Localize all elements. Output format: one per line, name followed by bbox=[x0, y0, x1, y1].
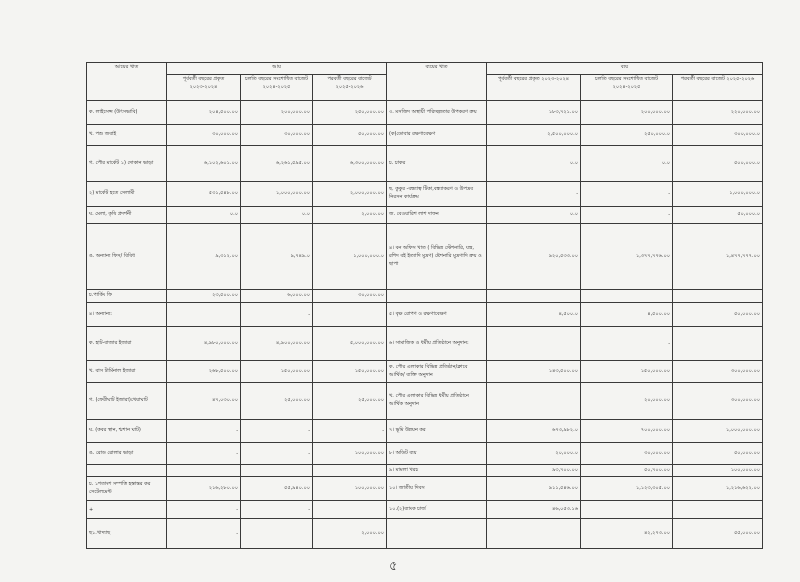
income-item: গ. (ফেরীঘাট ইজারা)খেয়াঘাট bbox=[87, 383, 167, 420]
income-current-revised: ৬,০০০.০০ bbox=[241, 290, 313, 303]
expense-item: ৮। অডিট ব্যয় bbox=[387, 443, 487, 465]
income-item: গ. পৌর মার্কেট ১) দোকান ভাড়া bbox=[87, 146, 167, 182]
income-current-revised: ১৫০,০০০.০০ bbox=[241, 361, 313, 383]
expense-prev-actual: ৬৭৩,৯৮২.০ bbox=[487, 420, 581, 443]
income-next-budget: ২৫০,০০০.০০ bbox=[313, 101, 387, 125]
income-col-prev-actual: পূর্ববর্তী বছরের প্রকৃত ২০২৩-২০২৪ bbox=[167, 75, 241, 101]
table-row bbox=[87, 501, 763, 519]
expense-current-revised: ১,৩৭৭,৭৭৬.০০ bbox=[581, 224, 673, 290]
income-prev-actual: ৪৭,০৩০.০০ bbox=[167, 383, 241, 420]
expense-current-revised: - bbox=[581, 182, 673, 207]
income-next-budget: ৩০,০০০.০০ bbox=[313, 290, 387, 303]
expense-item: ৪। বন অফিস খাত ( বিভিন্ন স্টেশনারি, যন্ত্র, রশিদ বই ইত্যাদি মুদ্রণ) ষ্টেশনারি মুদ্রণাদি ক্রয় ও ছাপা bbox=[387, 224, 487, 290]
income-item: ঙ. অন্যান্য ফিস/ বিবিধ bbox=[87, 224, 167, 290]
expense-item: ক. পৌর এলাকার বিভিন্ন প্রতিষ্ঠান/ক্লাবে আর্থিক/ ব্যক্তি অনুদান bbox=[387, 361, 487, 383]
income-prev-actual: - bbox=[167, 501, 241, 519]
table-row bbox=[87, 303, 763, 327]
expense-next-budget: ১০০,০০০.০০ bbox=[673, 465, 763, 477]
income-current-revised bbox=[241, 519, 313, 549]
income-current-revised: ৪,৯০০,০০০.০০ bbox=[241, 327, 313, 361]
expense-item: জ. বেওয়ারিশ লাশ দাফন bbox=[387, 207, 487, 224]
expense-prev-actual bbox=[487, 327, 581, 361]
expense-prev-actual: ৪৬,০৫৩.১৬ bbox=[487, 501, 581, 519]
expense-item bbox=[387, 519, 487, 549]
expense-next-budget bbox=[673, 501, 763, 519]
income-head: আয়ের খাত bbox=[87, 63, 167, 101]
expense-item: চ. চাকর bbox=[387, 146, 487, 182]
income-next-budget: ২,০০০.০০ bbox=[313, 519, 387, 549]
expense-next-budget: ১,২১৬,৬২২.০০ bbox=[673, 477, 763, 501]
income-prev-actual bbox=[167, 465, 241, 477]
table-row bbox=[87, 361, 763, 383]
income-next-budget bbox=[313, 501, 387, 519]
income-current-revised: - bbox=[241, 303, 313, 327]
page-mark: ৫ bbox=[389, 559, 398, 574]
expense-head: ব্যয়ের খাত bbox=[387, 63, 487, 101]
expense-next-budget: ৫০,০০০.০০ bbox=[673, 303, 763, 327]
expense-prev-actual: ০.০ bbox=[487, 207, 581, 224]
expense-current-revised: ৪২,২৭৩.০০ bbox=[581, 519, 673, 549]
income-current-revised: ১,০০০,০০০.০০ bbox=[241, 182, 313, 207]
expense-item: ৭। ভূমি উন্নয়ন কর bbox=[387, 420, 487, 443]
income-prev-actual bbox=[167, 303, 241, 327]
income-col-current-revised: চলতি বছরের সংশোধিত বাজেট ২০২৪-২০২৫ bbox=[241, 75, 313, 101]
table-row bbox=[87, 182, 763, 207]
income-prev-actual: ২১৬,২৮০.০০ bbox=[167, 477, 241, 501]
table-row bbox=[87, 101, 763, 125]
expense-item: ১০.(২)ব্যাংক চার্জ bbox=[387, 501, 487, 519]
expense-col-next-budget: পরবর্তী বছরের বাজেট ২০২৫-২০২৬ bbox=[673, 75, 763, 101]
expense-next-budget: ১,০০০,০০০.০ bbox=[673, 182, 763, 207]
expense-current-revised: ৪,৫০০.০০ bbox=[581, 303, 673, 327]
income-prev-actual: ৪,৯৮০,০০০.০০ bbox=[167, 327, 241, 361]
budget-table bbox=[86, 62, 763, 549]
expense-current-revised: ৩০,০০০.০০ bbox=[581, 443, 673, 465]
income-prev-actual: ৩০,০০০.০০ bbox=[167, 125, 241, 146]
expense-prev-actual: ৯২০,৫৩৩.০০ bbox=[487, 224, 581, 290]
expense-next-budget: ১,০০০,০০০.০০ bbox=[673, 420, 763, 443]
expense-next-budget bbox=[673, 327, 763, 361]
income-next-budget bbox=[313, 465, 387, 477]
expense-item: ছ. কুকুর -বন্ধ্যাত্ব টিকা,বন্ধ্যাকরণ ও উপদ্রব নিরসন কার্যক্রম bbox=[387, 182, 487, 207]
income-current-revised: ৯,৭৪৯.০ bbox=[241, 224, 313, 290]
expense-next-budget: ৫০,০০০.০ bbox=[673, 207, 763, 224]
expense-prev-actual bbox=[487, 383, 581, 420]
income-current-revised: - bbox=[241, 420, 313, 443]
income-prev-actual: - bbox=[167, 519, 241, 549]
income-current-revised bbox=[241, 465, 313, 477]
table-row bbox=[87, 383, 763, 420]
income-next-budget: ২,০০০.০০ bbox=[313, 207, 387, 224]
income-next-budget: ১৫০,০০০.০০ bbox=[313, 361, 387, 383]
expense-item: খ. পৌর এলাকার বিভিন্ন ধর্মীয় প্রতিষ্ঠানে আর্থিক অনুদান bbox=[387, 383, 487, 420]
income-item: খ. বাস টার্মিনাল ইজারা bbox=[87, 361, 167, 383]
income-prev-actual: ২০৪,৫০০.০০ bbox=[167, 101, 241, 125]
expense-current-revised: ১,১২৩,৩০৫.০০ bbox=[581, 477, 673, 501]
expense-current-revised: ২৫০,০০০.০ bbox=[581, 125, 673, 146]
income-item: ঘ. (কবর স্থান, শ্মশান ঘাট) bbox=[87, 420, 167, 443]
expense-prev-actual: ২০,০০০.০ bbox=[487, 443, 581, 465]
income-item bbox=[87, 465, 167, 477]
expense-item: ১০। জাতীয় দিবস bbox=[387, 477, 487, 501]
income-item: ক. লাইসেন্স (উৎসভাবি) bbox=[87, 101, 167, 125]
income-next-budget: ১০০,০০০.০০ bbox=[313, 443, 387, 465]
income-current-revised: ৫৫,৯৪০.০০ bbox=[241, 477, 313, 501]
income-item: ঙ. রোড রোলার ভাড়া bbox=[87, 443, 167, 465]
expense-group-header: ব্যয় bbox=[487, 63, 763, 75]
expense-current-revised: ২০,০০০.০০ bbox=[581, 383, 673, 420]
income-current-revised: ২৫,০০০.০০ bbox=[241, 383, 313, 420]
income-next-budget: ৬,৩০০,০০০.০০ bbox=[313, 146, 387, 182]
expense-prev-actual: ৯৩,৭০০.০০ bbox=[487, 465, 581, 477]
table-row bbox=[87, 443, 763, 465]
income-current-revised: - bbox=[241, 501, 313, 519]
expense-next-budget: ৩০০,০০০.০০ bbox=[673, 361, 763, 383]
income-prev-actual: - bbox=[167, 420, 241, 443]
table-row bbox=[87, 519, 763, 549]
income-item: ২) মার্কেট হতে সেলামী bbox=[87, 182, 167, 207]
expense-next-budget: ৩০০,০০০.০ bbox=[673, 125, 763, 146]
expense-current-revised: ৭০০,০০০.০০ bbox=[581, 420, 673, 443]
expense-current-revised bbox=[581, 290, 673, 303]
table-row bbox=[87, 146, 763, 182]
income-item: ক. হাট-বাজার ইজারা bbox=[87, 327, 167, 361]
income-next-budget: ২,০০০,০০০.০০ bbox=[313, 182, 387, 207]
income-next-budget: ১০০,০০০.০০ bbox=[313, 477, 387, 501]
income-prev-actual: ২৬৮,৫০০.০০ bbox=[167, 361, 241, 383]
table-row bbox=[87, 327, 763, 361]
expense-next-budget: ৫০০,০০০.০ bbox=[673, 146, 763, 182]
income-group-header: আয় bbox=[167, 63, 387, 75]
expense-col-prev-actual: পূর্ববর্তী বছরের প্রকৃত ২০২৩-২০২৪ bbox=[487, 75, 581, 101]
income-col-next-budget: পরবর্তী বছরের বাজেট ২০২৫-২০২৬ bbox=[313, 75, 387, 101]
expense-current-revised: - bbox=[581, 327, 673, 361]
income-current-revised: ০.০ bbox=[241, 207, 313, 224]
table-row bbox=[87, 290, 763, 303]
income-prev-actual: - bbox=[167, 443, 241, 465]
expense-current-revised: ৫০,৭০০.০০ bbox=[581, 465, 673, 477]
income-prev-actual: ৯,৩১২.০০ bbox=[167, 224, 241, 290]
income-current-revised: ৬,২৬১,৫৯৫.০০ bbox=[241, 146, 313, 182]
expense-prev-actual: - bbox=[487, 182, 581, 207]
expense-current-revised: - bbox=[581, 207, 673, 224]
expense-item bbox=[387, 290, 487, 303]
income-current-revised: - bbox=[241, 443, 313, 465]
table-row bbox=[87, 465, 763, 477]
expense-current-revised: ০.০ bbox=[581, 146, 673, 182]
expense-col-current-revised: চলতি বছরের সংশোধিত বাজেট ২০২৪-২০২৫ bbox=[581, 75, 673, 101]
expense-item: ৬। সামাজিক ও ধর্মীয় প্রতিষ্ঠানে অনুদান: bbox=[387, 327, 487, 361]
income-item: ৪। অন্যান্য: bbox=[87, 303, 167, 327]
expense-next-budget: ৩০০,০০০.০০ bbox=[673, 383, 763, 420]
income-item: ছ১.খাদ্যাছ bbox=[87, 519, 167, 549]
income-next-budget bbox=[313, 303, 387, 327]
income-next-budget: - bbox=[313, 420, 387, 443]
table-row bbox=[87, 224, 763, 290]
expense-next-budget: ১,৪৭৭,৭৭৭.০০ bbox=[673, 224, 763, 290]
income-current-revised: ৩০,০০০.০০ bbox=[241, 125, 313, 146]
expense-current-revised: ১৫০,০০০.০০ bbox=[581, 361, 673, 383]
income-prev-actual: ৫৩১,৫৪৮.০০ bbox=[167, 182, 241, 207]
income-prev-actual: ০.০ bbox=[167, 207, 241, 224]
expense-current-revised: ২০০,০০০.০০ bbox=[581, 101, 673, 125]
expense-prev-actual bbox=[487, 290, 581, 303]
income-prev-actual: ৬,১০২,৬০১.০০ bbox=[167, 146, 241, 182]
income-item: + bbox=[87, 501, 167, 519]
table-row bbox=[87, 207, 763, 224]
income-item: খ. পশু জবাই bbox=[87, 125, 167, 146]
expense-next-budget: ৫৫,০০০.০০ bbox=[673, 519, 763, 549]
income-next-budget: ২৫,০০০.০০ bbox=[313, 383, 387, 420]
expense-item: ৯। মামলা খরচ bbox=[387, 465, 487, 477]
expense-next-budget bbox=[673, 290, 763, 303]
income-current-revised: ২০০,০০০.০০ bbox=[241, 101, 313, 125]
expense-item: (ক)ডোবার রক্ষণাবেক্ষণ bbox=[387, 125, 487, 146]
expense-prev-actual: ১৪৩,৫০০.০০ bbox=[487, 361, 581, 383]
expense-current-revised bbox=[581, 501, 673, 519]
income-item: ঘ. মেলা, কৃষি প্রদর্শনী bbox=[87, 207, 167, 224]
income-prev-actual: ২৩,৫০০.০০ bbox=[167, 290, 241, 303]
expense-item: ৩. মসজিদ অস্থায়ী পরিচ্ছন্নতার উপকরণ ক্রয় bbox=[387, 101, 487, 125]
expense-prev-actual: ৯১১,৫৪৬.০০ bbox=[487, 477, 581, 501]
income-item: চ. ১শতাংশ সম্পত্তি হস্তান্তর কর সেটেলমেন্ট bbox=[87, 477, 167, 501]
expense-prev-actual: ৪,৫০০.০ bbox=[487, 303, 581, 327]
expense-next-budget: ৫০,০০০.০০ bbox=[673, 443, 763, 465]
income-next-budget: ১,০০০,০০০.০ bbox=[313, 224, 387, 290]
expense-prev-actual bbox=[487, 519, 581, 549]
expense-prev-actual: ০.০ bbox=[487, 146, 581, 182]
expense-prev-actual: ১৮৩,৭২১.০০ bbox=[487, 101, 581, 125]
table-row bbox=[87, 477, 763, 501]
table-row bbox=[87, 125, 763, 146]
income-item: চ.পার্কিং ফি bbox=[87, 290, 167, 303]
income-next-budget: ৫০,০০০.০০ bbox=[313, 125, 387, 146]
expense-next-budget: ২২০,০০০.০০ bbox=[673, 101, 763, 125]
expense-item: ৫। বৃক্ষ রোপণ ও রক্ষণাবেক্ষণ bbox=[387, 303, 487, 327]
expense-prev-actual: ২,৫০০,০০০.০ bbox=[487, 125, 581, 146]
income-next-budget: ৫,০০০,০০০.০০ bbox=[313, 327, 387, 361]
table-row bbox=[87, 420, 763, 443]
